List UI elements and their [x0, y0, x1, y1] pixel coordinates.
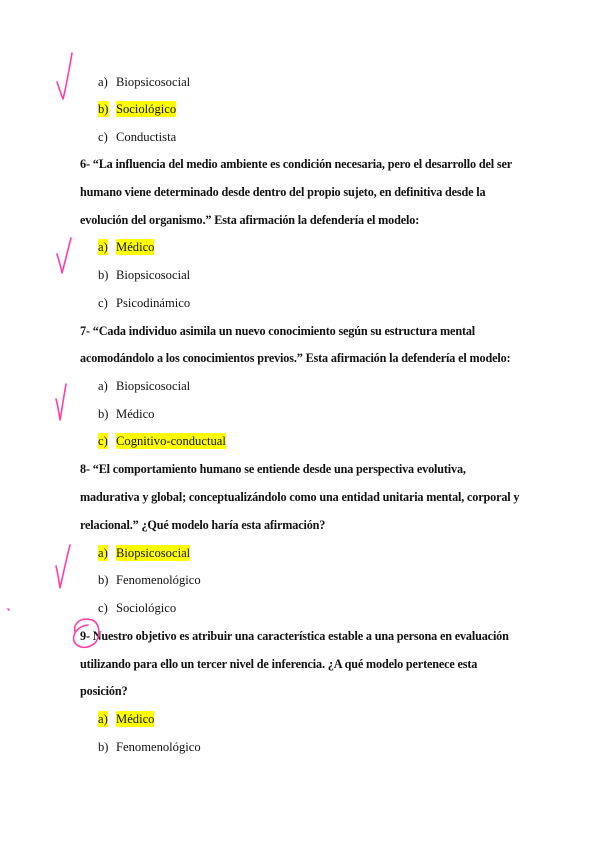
q8-text-line-2: madurativa y global; conceptualizándolo como una entidad unitaria mental, corporal y: [80, 490, 520, 504]
option-letter: c): [98, 296, 108, 310]
option-text: Médico: [116, 712, 155, 726]
q6-text-line-2: humano viene determinado desde dentro del propio sujeto, en definitiva desde la: [80, 185, 486, 199]
option-letter: c): [98, 434, 108, 448]
option-letter: a): [98, 240, 108, 254]
option-text: Biopsicosocial: [116, 75, 191, 89]
option-letter: c): [98, 130, 108, 144]
q6-text-line-3: evolución del organismo.” Esta afirmación la defendería el modelo:: [80, 213, 420, 227]
checkmark-q7-icon: [56, 384, 66, 420]
option-text: Biopsicosocial: [116, 379, 191, 393]
option-text: Conductista: [116, 130, 177, 144]
option-text: Biopsicosocial: [116, 268, 191, 282]
option-letter: a): [98, 712, 108, 726]
q9-text-line-1: 9- Nuestro objetivo es atribuir una característica estable a una persona en evaluación: [80, 629, 509, 643]
option-text: Médico: [116, 407, 155, 421]
q7-text-line-1: 7- “Cada individuo asimila un nuevo conocimiento según su estructura mental: [80, 324, 476, 338]
checkmark-q5-icon: [57, 53, 72, 99]
option-text: Psicodinámico: [116, 296, 191, 310]
option-text: Fenomenológico: [116, 740, 201, 754]
option-letter: a): [98, 546, 108, 560]
option-letter: a): [98, 379, 108, 393]
option-letter: b): [98, 573, 109, 587]
option-text: Cognitivo-conductual: [116, 434, 226, 448]
checkmark-q6-icon: [57, 238, 71, 273]
option-text: Médico: [116, 240, 155, 254]
option-letter: b): [98, 740, 109, 754]
q6-text-line-1: 6- “La influencia del medio ambiente es condición necesaria, pero el desarrollo del ser: [80, 157, 512, 171]
q9-text-line-3: posición?: [80, 684, 128, 698]
option-text: Fenomenológico: [116, 573, 201, 587]
option-letter: c): [98, 601, 108, 615]
option-text: Biopsicosocial: [116, 546, 191, 560]
option-text: Sociológico: [116, 601, 177, 615]
q8-text-line-3: relacional.” ¿Qué modelo haría esta afirmación?: [80, 518, 326, 532]
option-text: Sociológico: [116, 102, 177, 116]
checkmark-q8-icon: [56, 545, 70, 588]
q7-text-line-2: acomodándolo a los conocimientos previos.” Esta afirmación la defendería el modelo:: [80, 351, 511, 365]
option-letter: b): [98, 407, 109, 421]
q9-text-line-2: utilizando para ello un tercer nivel de inferencia. ¿A qué modelo pertenece esta: [80, 657, 478, 671]
option-letter: b): [98, 102, 109, 116]
stray-dot-icon: [8, 609, 9, 610]
option-letter: b): [98, 268, 109, 282]
q8-text-line-1: 8- “El comportamiento humano se entiende desde una perspectiva evolutiva,: [80, 462, 466, 476]
option-letter: a): [98, 75, 108, 89]
